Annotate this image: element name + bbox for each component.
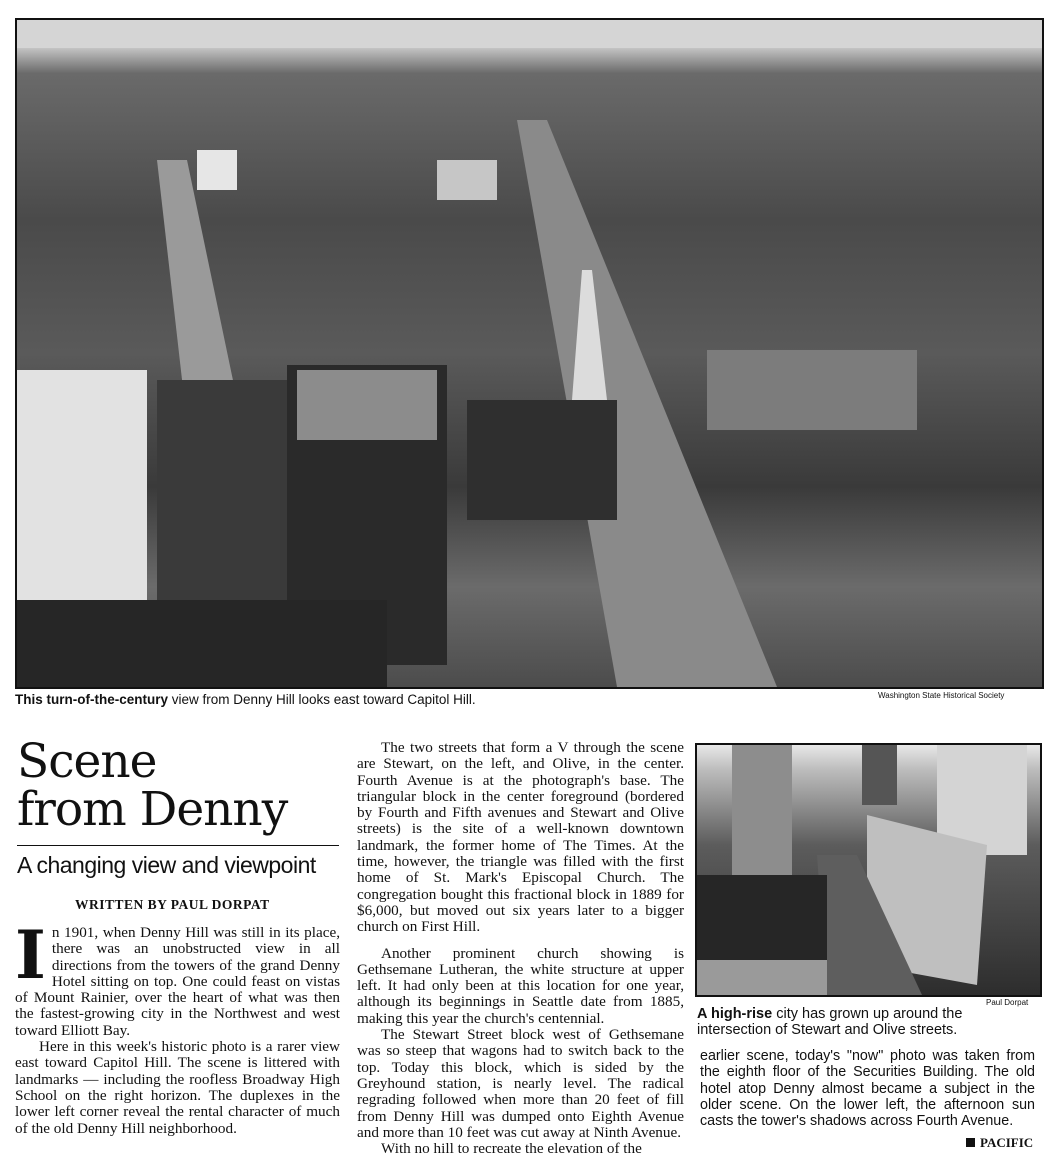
headline [17,734,347,837]
paragraph: With no hill to recreate the elevation of the [381,1140,642,1157]
paragraph: Here in this week's historic photo is a rarer view east toward Capitol Hill. The scene is littered with landmarks — including the roofless Broadway High School on the right horizon. The duplexes in the lower left corner reveal the rental character of much of the old Denny Hill neighborhood. [15,1038,340,1137]
historic-photo-illustration [17,20,1042,687]
drop-cap: I [15,916,46,994]
caption-text: view from Denny Hill looks east toward Capitol Hill. [168,692,476,707]
modern-photo-stewart-olive [695,743,1042,997]
article-column-3 [700,1048,1035,1129]
paragraph: In 1901, when Denny Hill was still in its place, there was an unobstructed view in all directions from the towers of the grand Denny Hotel sitting on top. One could feast on vistas of Mount Rainier, over the heart of what was then the fastest-growing city in the Northwest and west toward Elliott Bay. [15,916,340,1039]
caption-text: city has grown up around the intersection of Stewart and Olive streets. [697,1006,963,1038]
square-bullet-icon [966,1138,975,1147]
article-column-1 [15,916,340,1137]
byline: WRITTEN BY PAUL DORPAT [75,897,270,912]
subhead: A changing view and viewpoint [17,852,316,878]
caption-lead: A high-rise [697,1006,773,1022]
paragraph: Another prominent church showing is Gethsemane Lutheran, the white structure at upper left. It had only been at this location for one year, although its beginnings in Seattle date from 1885, making this year the church's centennial. [357,944,684,1027]
headline-line-1: Scene [17,734,157,789]
headline-divider [17,845,339,846]
main-photo-caption [15,692,476,707]
paragraph: The Stewart Street block west of Gethsemane was so steep that wagons had to switch back to the top. Today this block, which is sided by the Greyhound station, is nearly level. The radical regrading followed when more than 20 feet of fill from Denny Hill was dumped onto Eighth Avenue and more than 10 feet was cut away at Ninth Avenue. [357,1026,684,1141]
modern-photo-illustration [697,745,1040,995]
main-photo-credit: Washington State Historical Society [878,691,1005,700]
modern-photo-credit: Paul Dorpat [986,998,1029,1007]
paragraph: earlier scene, today's "now" photo was taken from the eighth floor of the Securities Building. The old hotel atop Denny almost became a subject in the older scene. On the lower left, the afternoon sun casts the tower's shadows across Fourth Avenue. [700,1048,1035,1130]
article-column-2 [357,740,684,1157]
caption-lead: This turn-of-the-century [15,692,168,707]
modern-photo-caption [697,1006,1037,1038]
paragraph: The two streets that form a V through the scene are Stewart, on the left, and Olive, in the center. Fourth Avenue is at the photograph's base. The triangular block in the center foreground (bordered by Fourth and Fifth avenues and Stewart and Olive streets) is the site of a well-known downtown landmark, the former home of The Times. At the time, however, the triangle was filled with the first home of St. Mark's Episcopal Church. The congregation bought this fractional block in 1889 for $6,000, but moved out six years later to a bigger church on First Hill. [357,739,684,936]
historic-photo-denny-hill-view [15,18,1044,689]
headline-line-2: from Denny [17,782,288,837]
section-tag: PACIFIC [966,1135,1033,1151]
